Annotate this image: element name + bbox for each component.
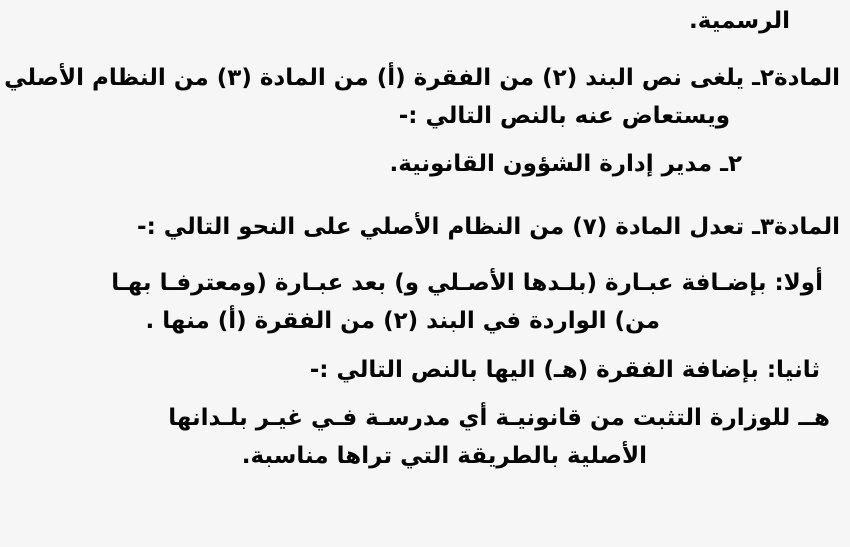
paragraph-second-amendment — [0, 351, 850, 389]
document-line: الرسمية. — [689, 8, 790, 34]
paragraph-first-amendment — [0, 264, 850, 340]
document-line: هــ للوزارة التثبت من قانونيـة أي مدرسـة فـي غيـر بلـدانها — [168, 405, 830, 431]
paragraph-added-clause — [0, 399, 850, 475]
paragraph-article-2 — [0, 59, 850, 135]
document-line: المادة٢ـ يلغى نص البند (٢) من الفقرة (أ) من المادة (٣) من النظام الأصلي — [4, 65, 840, 91]
document-line: ثانيا: بإضافة الفقرة (هـ) اليها بالنص التالي :- — [309, 357, 820, 383]
document-line: الأصلية بالطريقة التي تراها مناسبة. — [241, 443, 647, 469]
paragraph-continuation — [0, 2, 850, 40]
document-line: ويستعاض عنه بالنص التالي :- — [398, 103, 730, 129]
paragraph-replacement-text — [0, 145, 850, 183]
document-line: أولا: بإضـافة عبـارة (بلـدها الأصـلي و) بعد عبـارة (ومعترفـا بهـا — [111, 270, 823, 296]
document-line: ٢ـ مدير إدارة الشؤون القانونية. — [389, 151, 742, 177]
document-line: المادة٣ـ تعدل المادة (٧) من النظام الأصلي على النحو التالي :- — [137, 214, 840, 240]
document-line: من) الواردة في البند (٢) من الفقرة (أ) منها . — [145, 308, 660, 334]
paragraph-article-3 — [0, 208, 850, 246]
